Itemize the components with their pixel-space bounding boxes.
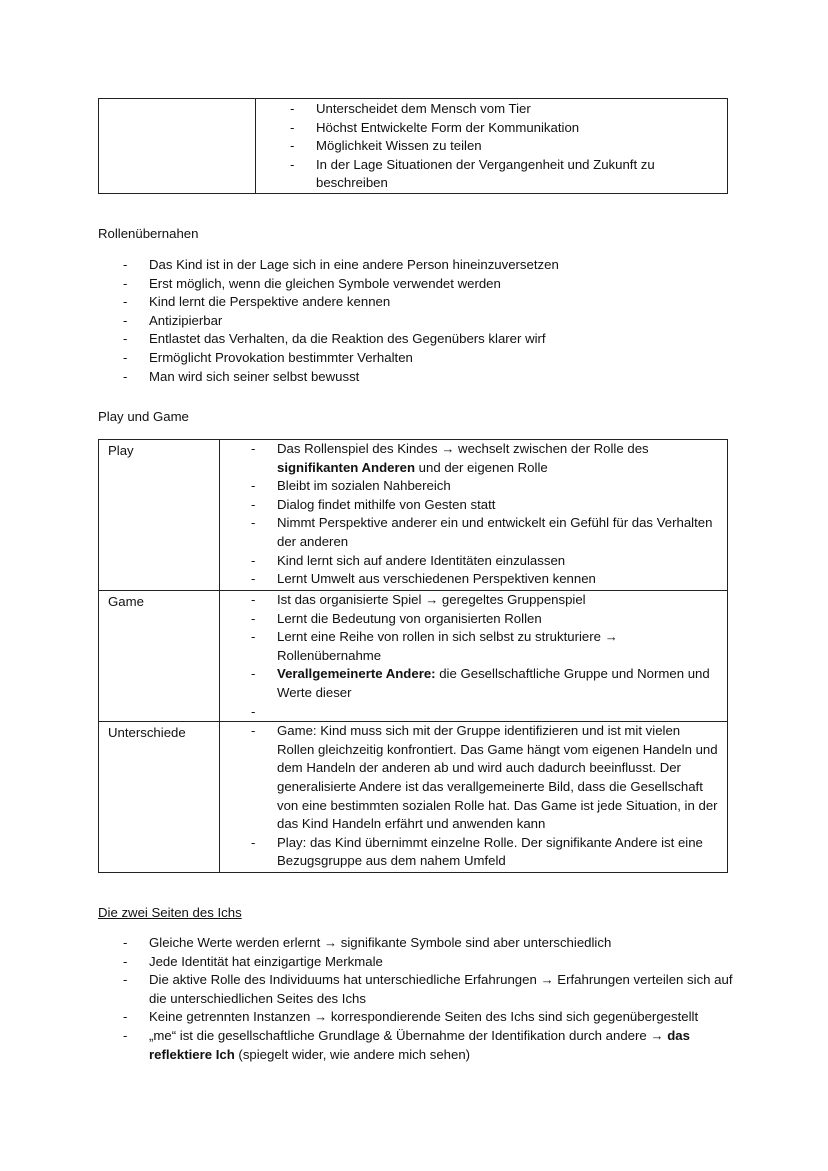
list-item: - Man wird sich seiner selbst bewusst (123, 368, 743, 387)
list-item: - Bleibt im sozialen Nahbereich (251, 477, 719, 496)
list-item: - Kind lernt die Perspektive andere kennen (123, 293, 743, 312)
list-item: - Die aktive Rolle des Individuums hat unterschiedliche Erfahrungen → Erfahrungen verteilen sich auf die unterschiedlichen Seites des Ichs (123, 971, 733, 1008)
play-item1-post: und der eigenen Rolle (415, 459, 548, 475)
list-item: - Möglichkeit Wissen zu teilen (290, 137, 717, 156)
list-item: - Lernt Umwelt aus verschiedenen Perspektiven kennen (251, 570, 719, 589)
table-row (99, 440, 728, 591)
play-item1-pre: Das Rollenspiel des Kindes → wechselt zwischen der Rolle des (277, 441, 649, 456)
list-item (251, 440, 719, 477)
playgame-heading: Play und Game (98, 409, 189, 424)
play-list (251, 440, 719, 589)
list-item: - Keine getrennten Instanzen → korrespondierende Seiten des Ichs sind sich gegenübergestellt (123, 1008, 733, 1027)
rollen-list (123, 256, 743, 386)
top-table-list (290, 100, 717, 193)
unterschiede-list (251, 722, 719, 871)
list-item: - Lernt die Bedeutung von organisierten Rollen (251, 610, 719, 629)
list-item: - Gleiche Werte werden erlernt → signifikante Symbole sind aber unterschiedlich (123, 934, 733, 953)
play-label: Play (99, 440, 220, 591)
seiten-last-post: (spiegelt wider, wie andere mich sehen) (234, 1046, 471, 1062)
rollen-heading: Rollenübernahen (98, 226, 199, 241)
top-table-empty-cell (99, 99, 256, 194)
game-list (251, 591, 719, 721)
list-item: - Unterscheidet dem Mensch vom Tier (290, 100, 717, 119)
list-item: - Antizipierbar (123, 312, 743, 331)
game-content (220, 591, 728, 722)
list-item: - Entlastet das Verhalten, da die Reaktion des Gegenübers klarer wirf (123, 330, 743, 349)
list-item (251, 665, 719, 702)
seiten-last-bold: das reflektiere Ich (149, 1027, 690, 1062)
list-item: - Nimmt Perspektive anderer ein und entwickelt ein Gefühl für das Verhalten der anderen (251, 514, 719, 551)
list-item: - Ermöglicht Provokation bestimmter Verhalten (123, 349, 743, 368)
play-item1-bold: signifikanten Anderen (277, 459, 415, 475)
top-table-content-cell (256, 99, 728, 194)
list-item: - Lernt eine Reihe von rollen in sich selbst zu strukturiere → Rollenübernahme (251, 628, 719, 665)
playgame-table (98, 439, 728, 873)
list-item: - Höchst Entwickelte Form der Kommunikation (290, 119, 717, 138)
list-item: - Jede Identität hat einzigartige Merkmale (123, 953, 733, 972)
list-item: - Das Kind ist in der Lage sich in eine andere Person hineinzuversetzen (123, 256, 743, 275)
game-item4-bold: Verallgemeinerte Andere: (277, 666, 436, 682)
game-item4-post: die Gesellschaftliche Gruppe und Normen und Werte dieser (277, 666, 710, 700)
table-row (99, 722, 728, 873)
unterschiede-label: Unterschiede (99, 722, 220, 873)
table-row (99, 591, 728, 722)
seiten-last-pre: „me“ ist die gesellschaftliche Grundlage & Übernahme der Identifikation durch andere → (149, 1027, 668, 1043)
list-item: - Kind lernt sich auf andere Identitäten einzulassen (251, 552, 719, 571)
list-item: - In der Lage Situationen der Vergangenheit und Zukunft zu beschreiben (290, 156, 717, 193)
seiten-heading: Die zwei Seiten des Ichs (98, 905, 242, 920)
list-item: - Game: Kind muss sich mit der Gruppe identifizieren und ist mit vielen Rollen gleichzeitig konfrontiert. Das Game hängt vom eigenen Handeln und dem Handeln der anderen ab und wird auch dadurch beeinflusst. Der generalisierte Andere ist das verallgemeinerte Bild, dass die Gesellschaft von eine bestimmten sozialen Rolle hat. Das Game ist jede Situation, in der das Kind Handeln erfährt und anwenden kann (251, 722, 719, 834)
list-item: - Dialog findet mithilfe von Gesten statt (251, 496, 719, 515)
play-content (220, 440, 728, 591)
list-item: - Play: das Kind übernimmt einzelne Rolle. Der signifikante Andere ist eine Bezugsgruppe aus dem nahem Umfeld (251, 834, 719, 871)
unterschiede-content (220, 722, 728, 873)
list-item: - Ist das organisierte Spiel → geregeltes Gruppenspiel (251, 591, 719, 610)
list-item (123, 1027, 733, 1064)
top-table (98, 98, 728, 194)
list-item: - Erst möglich, wenn die gleichen Symbole verwendet werden (123, 275, 743, 294)
list-item (251, 703, 719, 722)
seiten-list (123, 934, 733, 1064)
game-label: Game (99, 591, 220, 722)
